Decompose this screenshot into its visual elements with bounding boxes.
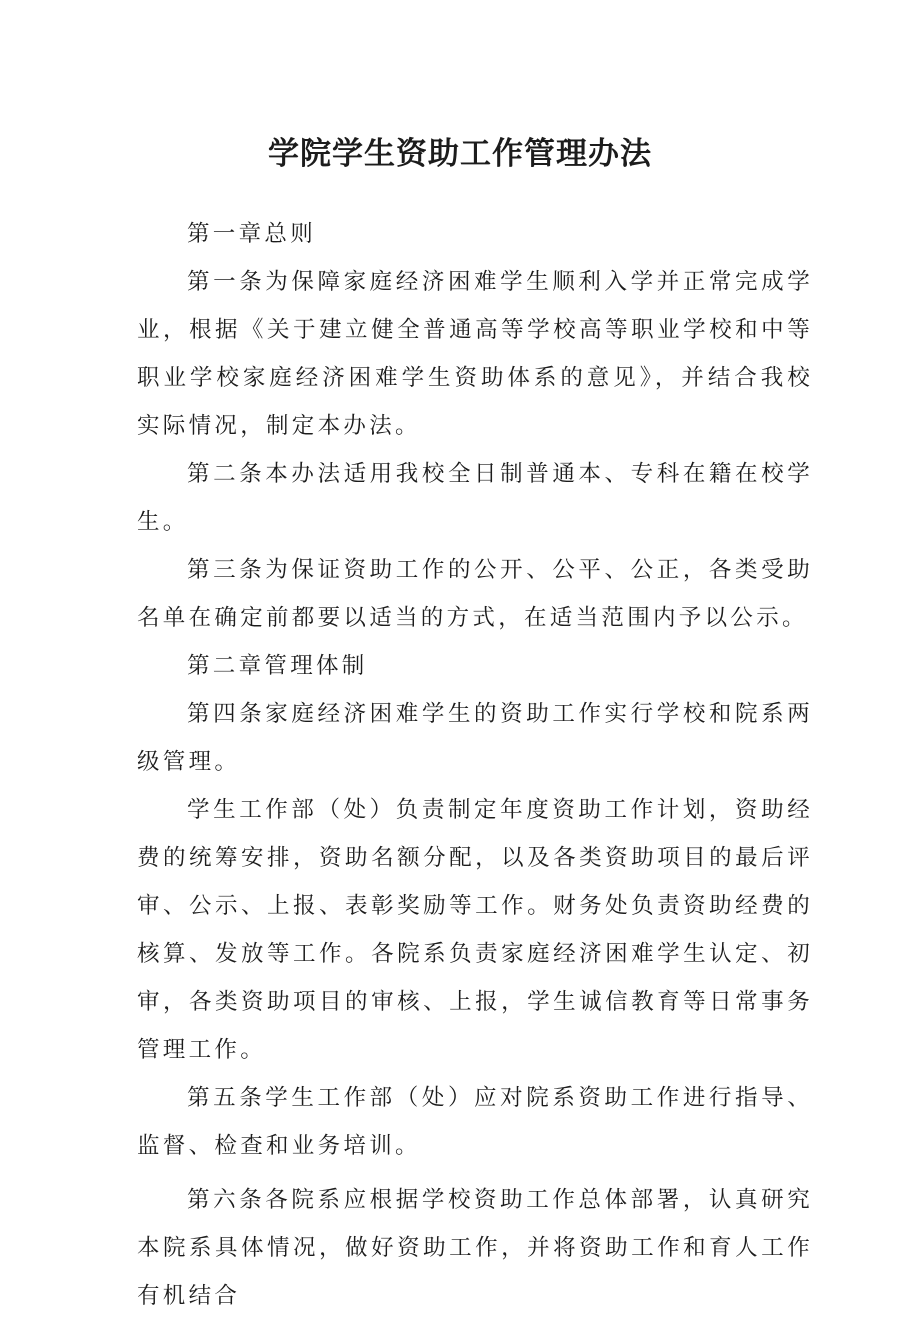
article-4-detail: 学生工作部（处）负责制定年度资助工作计划，资助经费的统筹安排，资助名额分配，以及各类资助项目的最后评审、公示、上报、表彰奖励等工作。财务处负责资助经费的核算、发放等工作。各院系负责家庭经济困难学生认定、初审，各类资助项目的审核、上报，学生诚信教育等日常事务管理工作。 — [137, 797, 813, 1063]
article-5: 第五条学生工作部（处）应对院系资助工作进行指导、监督、检查和业务培训。 — [137, 1085, 813, 1159]
document-body — [137, 210, 813, 1320]
article-4: 第四条家庭经济困难学生的资助工作实行学校和院系两级管理。 — [137, 701, 813, 775]
article-1: 第一条为保障家庭经济困难学生顺利入学并正常完成学业，根据《关于建立健全普通高等学校高等职业学校和中等职业学校家庭经济困难学生资助体系的意见》，并结合我校实际情况，制定本办法。 — [137, 269, 813, 439]
article-6: 第六条各院系应根据学校资助工作总体部署，认真研究本院系具体情况，做好资助工作，并将资助工作和育人工作有机结合 — [137, 1187, 813, 1309]
chapter-1-heading: 第一章总则 — [187, 221, 317, 247]
article-3: 第三条为保证资助工作的公开、公平、公正，各类受助名单在确定前都要以适当的方式，在适当范围内予以公示。 — [137, 557, 813, 631]
article-2: 第二条本办法适用我校全日制普通本、专科在籍在校学生。 — [137, 461, 813, 535]
chapter-2-heading: 第二章管理体制 — [187, 653, 368, 679]
document-title: 学院学生资助工作管理办法 — [268, 136, 652, 172]
